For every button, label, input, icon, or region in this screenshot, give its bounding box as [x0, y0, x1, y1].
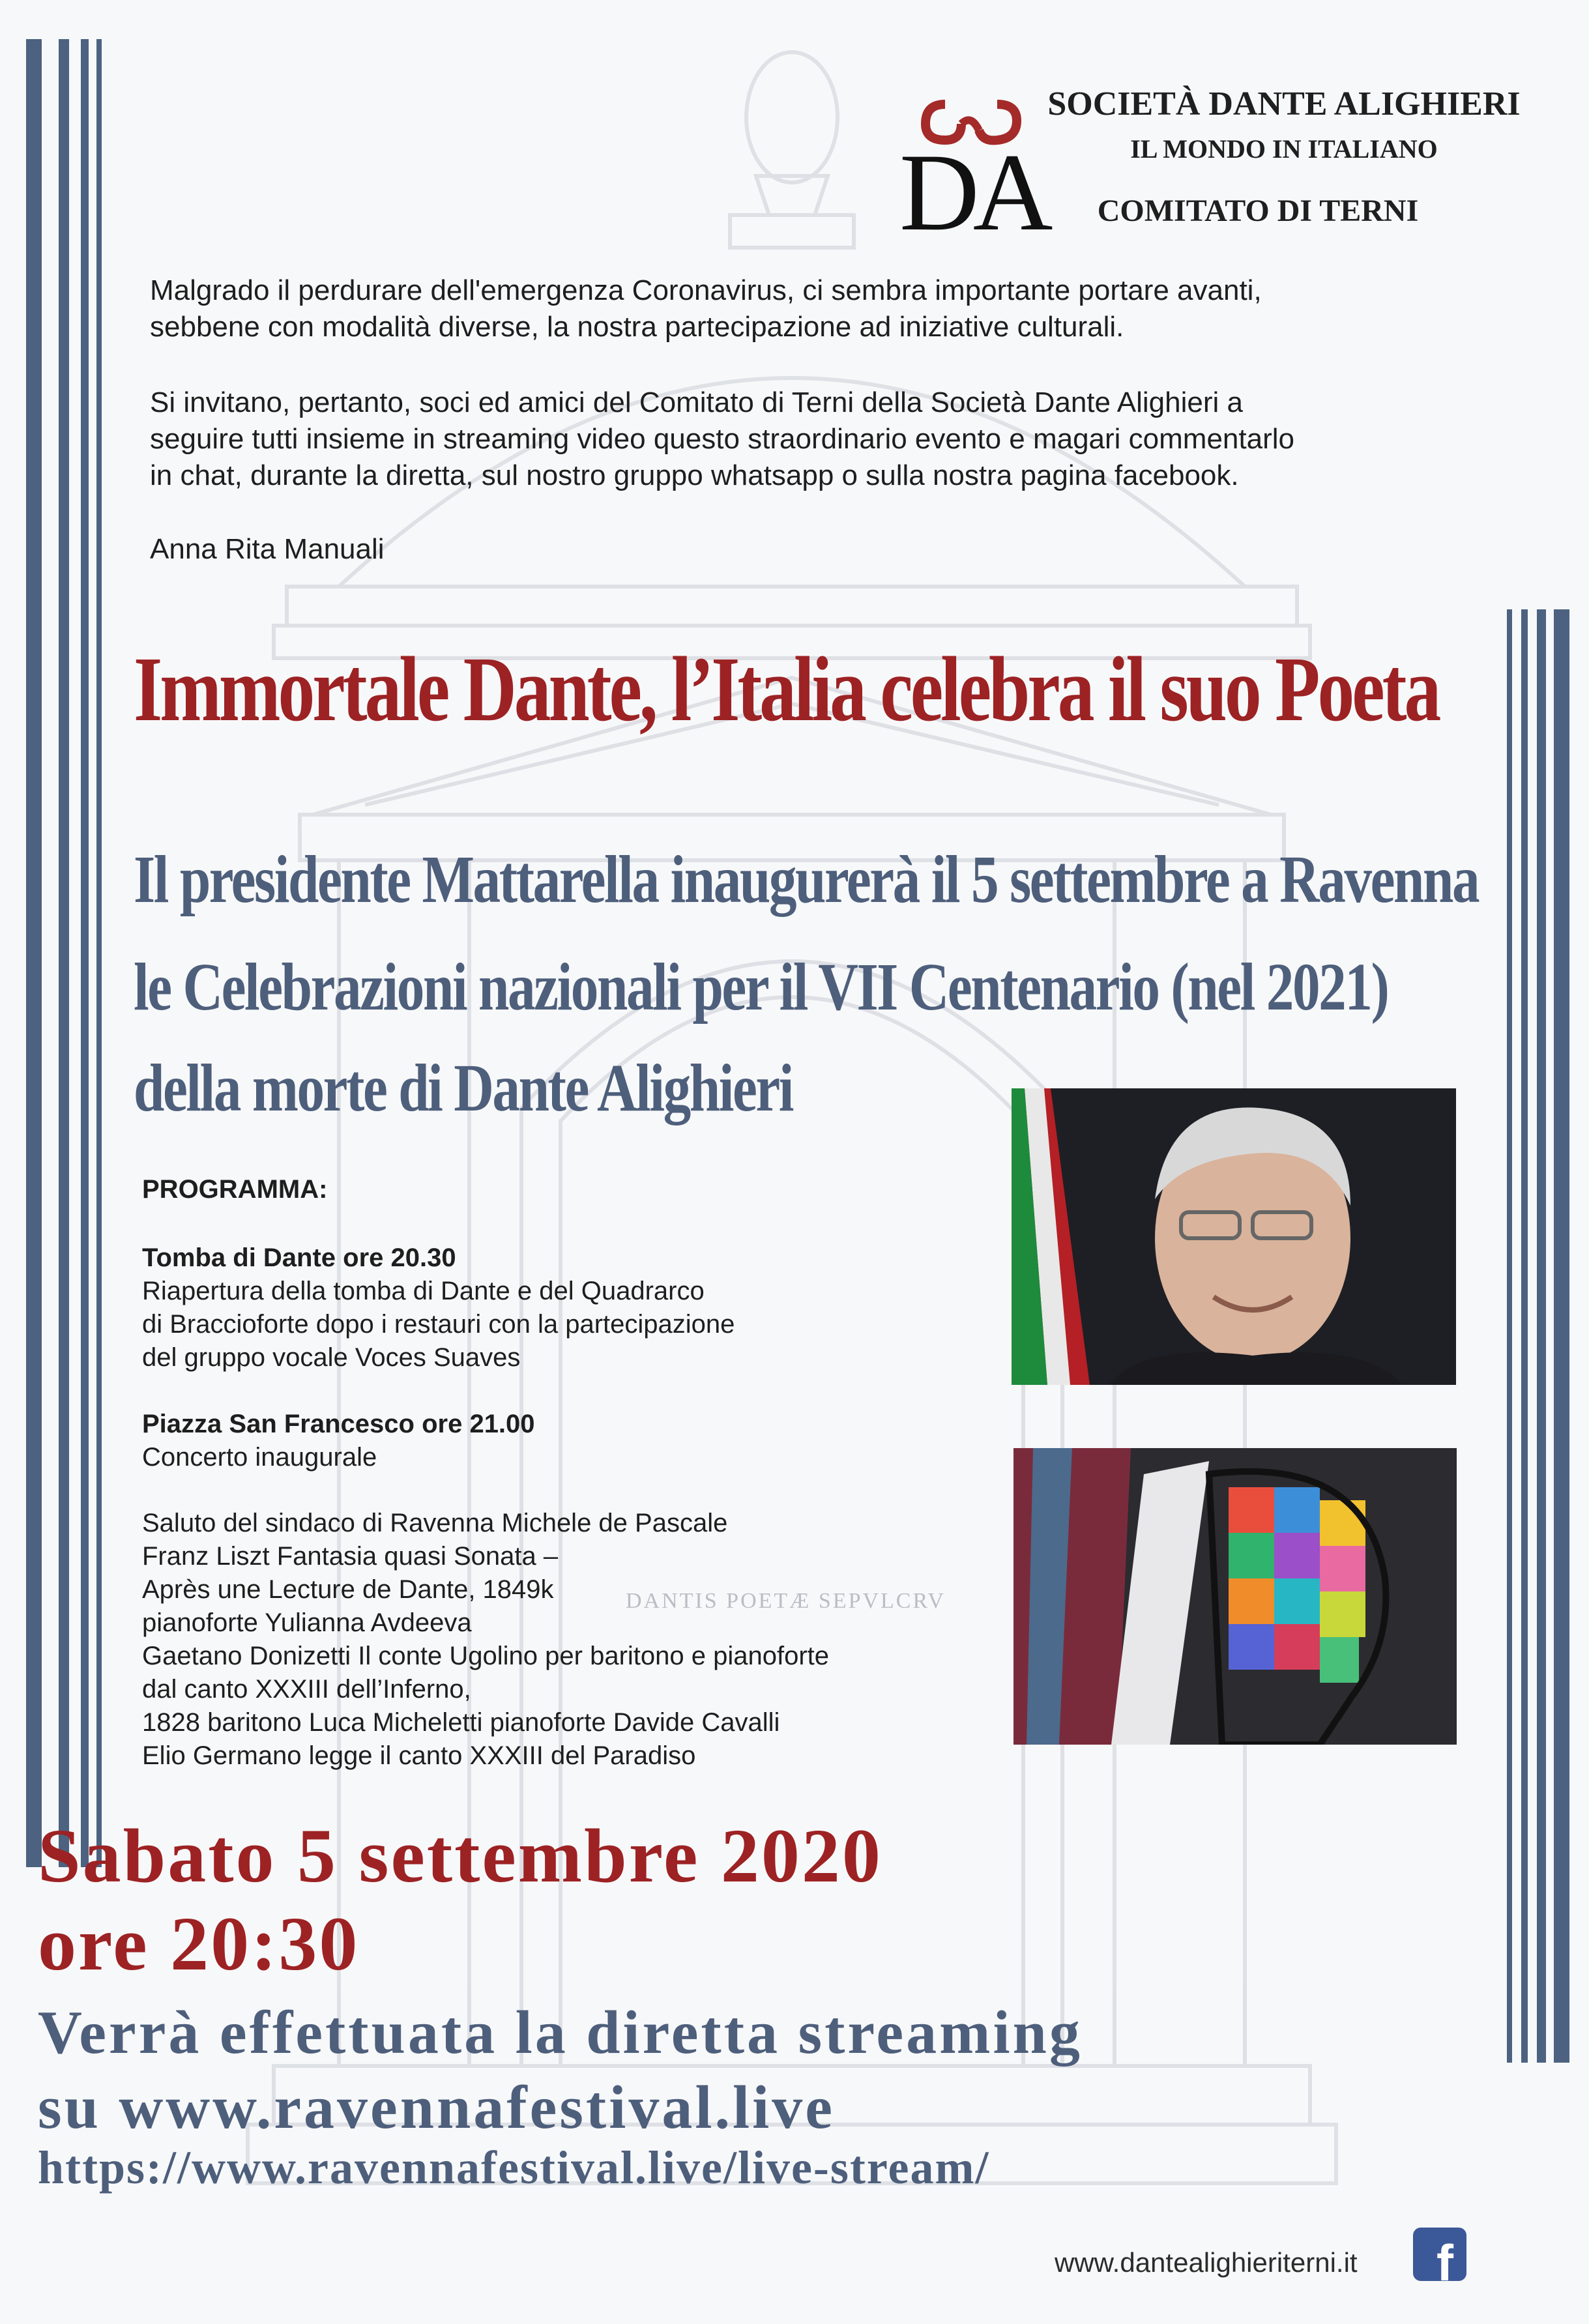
committee-name: COMITATO DI TERNI — [1097, 194, 1419, 228]
concert-line: Gaetano Donizetti Il conte Ugolino per baritono e pianoforte — [142, 1642, 830, 1670]
event-date: Sabato 5 settembre 2020 — [38, 1813, 882, 1898]
org-tagline: IL MONDO IN ITALIANO — [1130, 134, 1438, 164]
event-line: di Braccioforte dopo i restauri con la partecipazione — [142, 1310, 735, 1339]
right-border-bar — [1521, 609, 1528, 2063]
stream-line-2: su www.ravennafestival.live — [38, 2074, 835, 2142]
concert-line: 1828 baritono Luca Micheletti pianoforte Davide Cavalli — [142, 1708, 780, 1737]
concert-line: Elio Germano legge il canto XXXIII del Paradiso — [142, 1741, 696, 1770]
intro-signature: Anna Rita Manuali — [150, 533, 385, 565]
program-event-1 — [142, 1242, 735, 1374]
subheadline-line: Il presidente Mattarella inaugurerà il 5 settembre a Ravenna — [134, 842, 1479, 917]
intro-line: seguire tutti insieme in streaming video questo straordinario evento e magari commentarlo — [150, 423, 1294, 455]
event-subtitle: Concerto inaugurale — [142, 1443, 377, 1472]
event-time: ore 20:30 — [38, 1901, 360, 1986]
subheadline-line: le Celebrazioni nazionali per il VII Centenario (nel 2021) — [134, 950, 1388, 1024]
website-link[interactable]: www.dantealighieriterni.it — [1055, 2247, 1358, 2278]
program-title-text: PROGRAMMA: — [142, 1175, 328, 1204]
left-border-bar — [81, 39, 89, 1867]
right-border-bar — [1554, 609, 1569, 2063]
program-title — [142, 1173, 327, 1206]
left-border-bar — [26, 39, 42, 1867]
event-line: Riapertura della tomba di Dante e del Quadrarco — [142, 1277, 705, 1305]
program-event-2 — [142, 1408, 535, 1474]
event-line: del gruppo vocale Voces Suaves — [142, 1343, 521, 1372]
left-border-bar — [59, 39, 69, 1867]
president-photo — [1012, 1088, 1456, 1385]
tomb-inscription: DANTIS POETÆ SEPVLCRV — [626, 1589, 946, 1613]
concert-line: pianoforte Yulianna Avdeeva — [142, 1608, 472, 1637]
org-name: SOCIETÀ DANTE ALIGHIERI — [1047, 85, 1521, 123]
event-title: Tomba di Dante ore 20.30 — [142, 1243, 456, 1272]
right-border-bar — [1537, 609, 1546, 2063]
facebook-icon[interactable] — [1413, 2228, 1466, 2281]
concert-line: Franz Liszt Fantasia quasi Sonata – — [142, 1542, 559, 1571]
concert-line: dal canto XXXIII dell’Inferno, — [142, 1675, 471, 1704]
concert-line: Saluto del sindaco di Ravenna Michele de Pascale — [142, 1509, 728, 1537]
stream-line-1: Verrà effettuata la diretta streaming — [38, 1999, 1083, 2067]
intro-paragraph-1 — [150, 272, 1551, 345]
left-border-bar — [96, 39, 102, 1867]
intro-line: sebbene con modalità diverse, la nostra partecipazione ad iniziative culturali. — [150, 311, 1124, 343]
intro-line: Malgrado il perdurare dell'emergenza Coronavirus, ci sembra importante portare avanti, — [150, 274, 1262, 306]
president-portrait-icon — [1012, 1088, 1456, 1385]
intro-line: Si invitano, pertanto, soci ed amici del Comitato di Terni della Società Dante Alighieri a — [150, 386, 1243, 418]
dante-mosaic-icon — [1013, 1448, 1457, 1745]
logo-letters: DA — [899, 131, 1047, 254]
right-border-bar — [1507, 609, 1512, 2063]
intro-line: in chat, durante la diretta, sul nostro gruppo whatsapp o sulla nostra pagina facebook. — [150, 459, 1239, 491]
dante-mural-photo — [1013, 1448, 1457, 1745]
concert-program — [142, 1507, 829, 1773]
event-title: Piazza San Francesco ore 21.00 — [142, 1410, 535, 1438]
main-headline: Immortale Dante, l’Italia celebra il suo Poeta — [134, 637, 1439, 740]
subheadline-line: della morte di Dante Alighieri — [134, 1051, 793, 1126]
concert-line: Après une Lecture de Dante, 1849k — [142, 1575, 554, 1604]
stream-url-link[interactable]: https://www.ravennafestival.live/live-stream/ — [38, 2142, 990, 2194]
intro-paragraph-2 — [150, 385, 1551, 494]
facebook-glyph: f — [1436, 2234, 1453, 2281]
